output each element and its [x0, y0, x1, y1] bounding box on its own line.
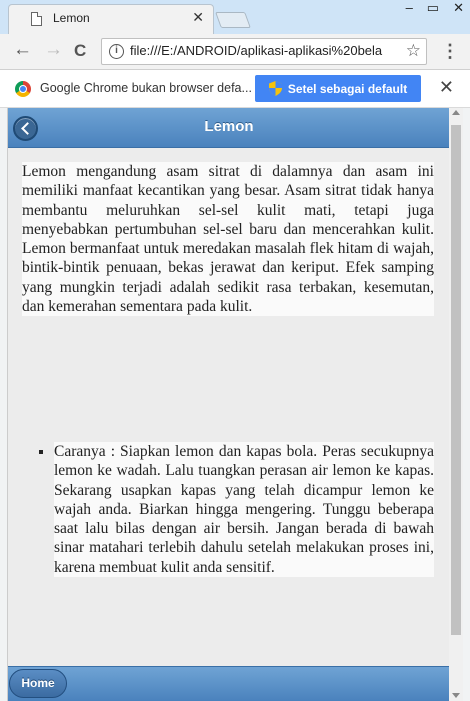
tab-title: Lemon: [53, 11, 90, 25]
scroll-down-icon[interactable]: [452, 693, 460, 698]
maximize-icon[interactable]: ▭: [426, 0, 440, 15]
steps-list: [22, 442, 434, 577]
set-default-button[interactable]: [255, 75, 421, 102]
tab-strip: [0, 0, 470, 34]
scrollbar-thumb[interactable]: [451, 125, 461, 635]
set-default-label: Setel sebagai default: [287, 81, 408, 96]
menu-icon[interactable]: ⋮: [441, 41, 459, 61]
back-arrow-icon[interactable]: ←: [13, 39, 32, 60]
infobar-message: Google Chrome bukan browser defa...: [40, 81, 252, 95]
tab-lemon[interactable]: [8, 4, 214, 34]
chrome-logo-icon: [15, 81, 31, 97]
browser-toolbar: [0, 34, 470, 70]
shield-icon: [269, 81, 282, 96]
url-text[interactable]: file:///E:/ANDROID/aplikasi-aplikasi%20bela: [130, 43, 383, 58]
info-icon[interactable]: i: [109, 44, 124, 59]
page-viewport: [7, 108, 463, 701]
app-header: [8, 108, 450, 148]
page-title: Lemon: [204, 118, 254, 135]
page-icon: [31, 12, 42, 26]
reload-icon[interactable]: C: [74, 41, 87, 60]
tab-close-icon[interactable]: ✕: [192, 9, 204, 25]
app-footer: [8, 666, 450, 701]
forward-arrow-icon[interactable]: →: [44, 39, 63, 60]
infobar-close-icon[interactable]: ✕: [438, 77, 454, 97]
home-button[interactable]: Home: [9, 669, 67, 698]
new-tab-button[interactable]: [215, 12, 251, 28]
content-area: [8, 148, 450, 668]
list-item: ▪ Caranya : Siapkan lemon dan kapas bola. Peras secukupnya lemon ke wadah. Lalu tuangkan perasan air lemon ke kapas. Sekarang usapkan kapas yang telah dicampur lemon ke wajah anda. Biarkan hingga mengering. Tunggu beberapa saat lalu bilas dengan air bersih. Jangan berada di bawah sinar matahari terlebih dahulu setelah melakukan proses ini, karena membuat kulit anda sensitif.: [54, 442, 434, 577]
scrollbar[interactable]: [449, 108, 463, 701]
scroll-up-icon[interactable]: [452, 110, 460, 115]
address-bar[interactable]: [101, 38, 427, 65]
minimize-icon[interactable]: –: [405, 0, 413, 15]
default-browser-infobar: [0, 70, 470, 108]
star-icon[interactable]: ☆: [405, 41, 421, 60]
description-paragraph: Lemon mengandung asam sitrat di dalamnya dan asam ini memiliki manfaat kecantikan yang besar. Asam sitrat tidak hanya membantu meluruhkan sel-sel kulit mati, tetapi juga menyebabkan pertumbuhan sel-sel baru dan mencerahkan kulit. Lemon bermanfaat untuk meredakan masalah flek hitam di wajah, bintik-bintik penuaan, bekas jerawat dan keriput. Efek samping yang mungkin terjadi adalah sedikit rasa terbakan, kesemutan, dan kemerahan sementara pada kulit.: [22, 163, 434, 316]
close-window-icon[interactable]: ✕: [453, 0, 464, 15]
window-controls: [406, 0, 464, 20]
